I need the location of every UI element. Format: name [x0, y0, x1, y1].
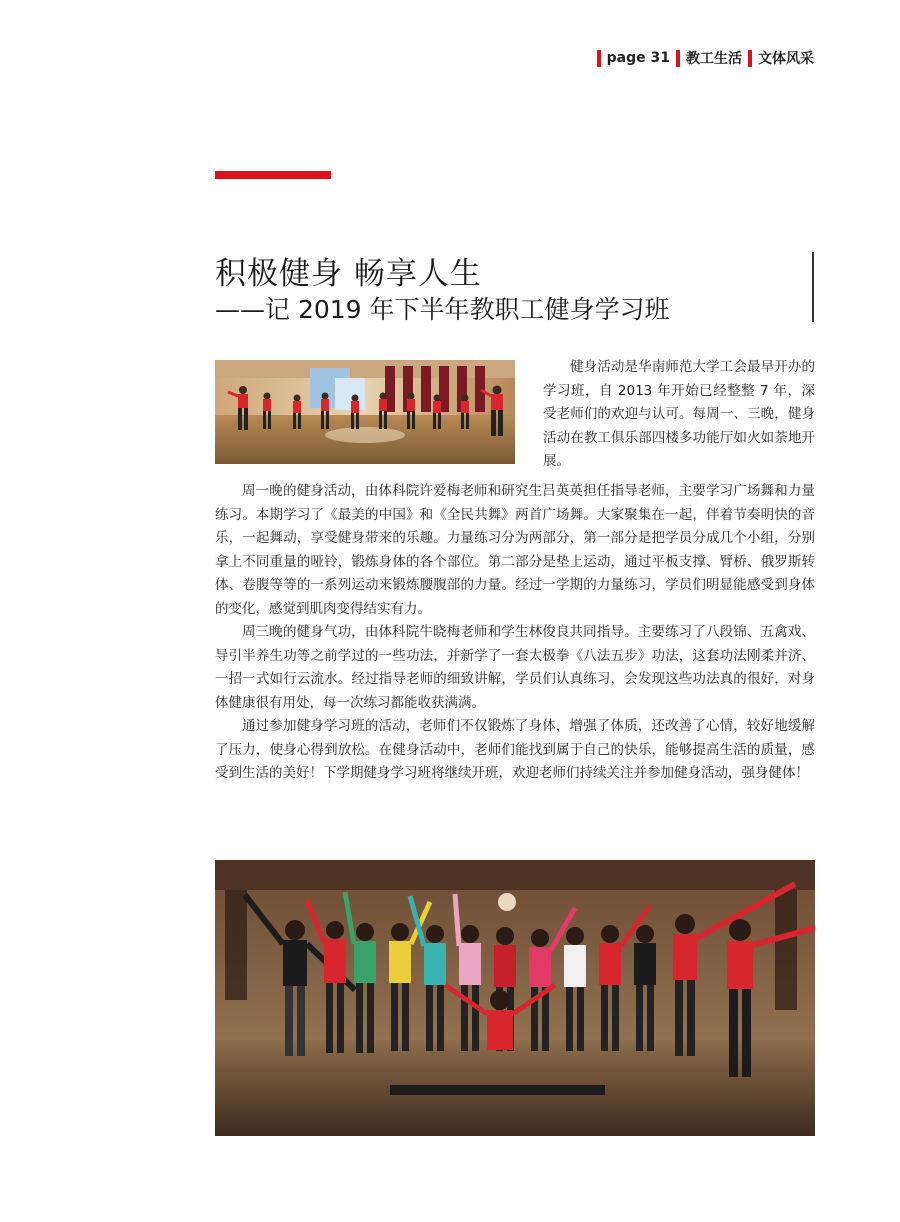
photo-dance-practice — [215, 360, 515, 464]
red-marker — [597, 50, 601, 67]
intro-paragraph: 健身活动是华南师范大学工会最早开办的学习班，自 2013 年开始已经整整 7 年，深受老师们的欢迎与认可。每周一、三晚，健身活动在教工俱乐部四楼多功能厅如火如荼地开展。 — [543, 359, 815, 469]
section-label: 教工生活 — [686, 51, 742, 67]
article-body — [215, 480, 815, 786]
body-paragraph-2: 周三晚的健身气功，由体科院牛晓梅老师和学生林俊良共同指导。主要练习了八段锦、五禽戏、导引半养生功等之前学过的一些功法，并新学了一套太极拳《八法五步》功法，这套功法刚柔并济、一招一式如行云流水。经过指导老师的细致讲解，学员们认真练习，会发现这些功法真的很好，对身体健康很有用处，每一次练习都能收获满满。 — [215, 624, 815, 711]
title-divider — [812, 252, 814, 322]
body-paragraph-1: 周一晚的健身活动，由体科院许爱梅老师和研究生吕英英担任指导老师，主要学习广场舞和力量练习。本期学习了《最美的中国》和《全民共舞》两首广场舞。大家聚集在一起，伴着节奏明快的音乐，一起舞动，享受健身带来的乐趣。力量练习分为两部分，第一部分是把学员分成几个小组，分别拿上不同重量的哑铃，锻炼身体的各个部位。第二部分是垫上运动，通过平板支撑、臂桥、俄罗斯转体、卷腹等等的一系列运动来锻炼腰腹部的力量。经过一学期的力量练习，学员们明显能感受到身体的变化，感觉到肌肉变得结实有力。 — [215, 483, 815, 617]
subsection-label: 文体风采 — [758, 51, 814, 67]
photo-group-pose — [215, 860, 815, 1136]
article-subtitle: ——记 2019 年下半年教职工健身学习班 — [215, 295, 670, 324]
red-marker — [748, 50, 752, 67]
title-accent-rule — [215, 171, 331, 179]
page-number: page 31 — [606, 50, 670, 66]
red-marker — [676, 50, 680, 67]
body-paragraph-3: 通过参加健身学习班的活动，老师们不仅锻炼了身体，增强了体质，还改善了心情，较好地缓解了压力，使身心得到放松。在健身活动中，老师们能找到属于自己的快乐，能够提高生活的质量，感受到生活的美好！下学期健身学习班将继续开班，欢迎老师们持续关注并参加健身活动，强身健体！ — [215, 718, 815, 781]
intro-text — [543, 356, 815, 474]
article-title: 积极健身 畅享人生 — [215, 256, 482, 292]
page-header — [597, 48, 814, 68]
